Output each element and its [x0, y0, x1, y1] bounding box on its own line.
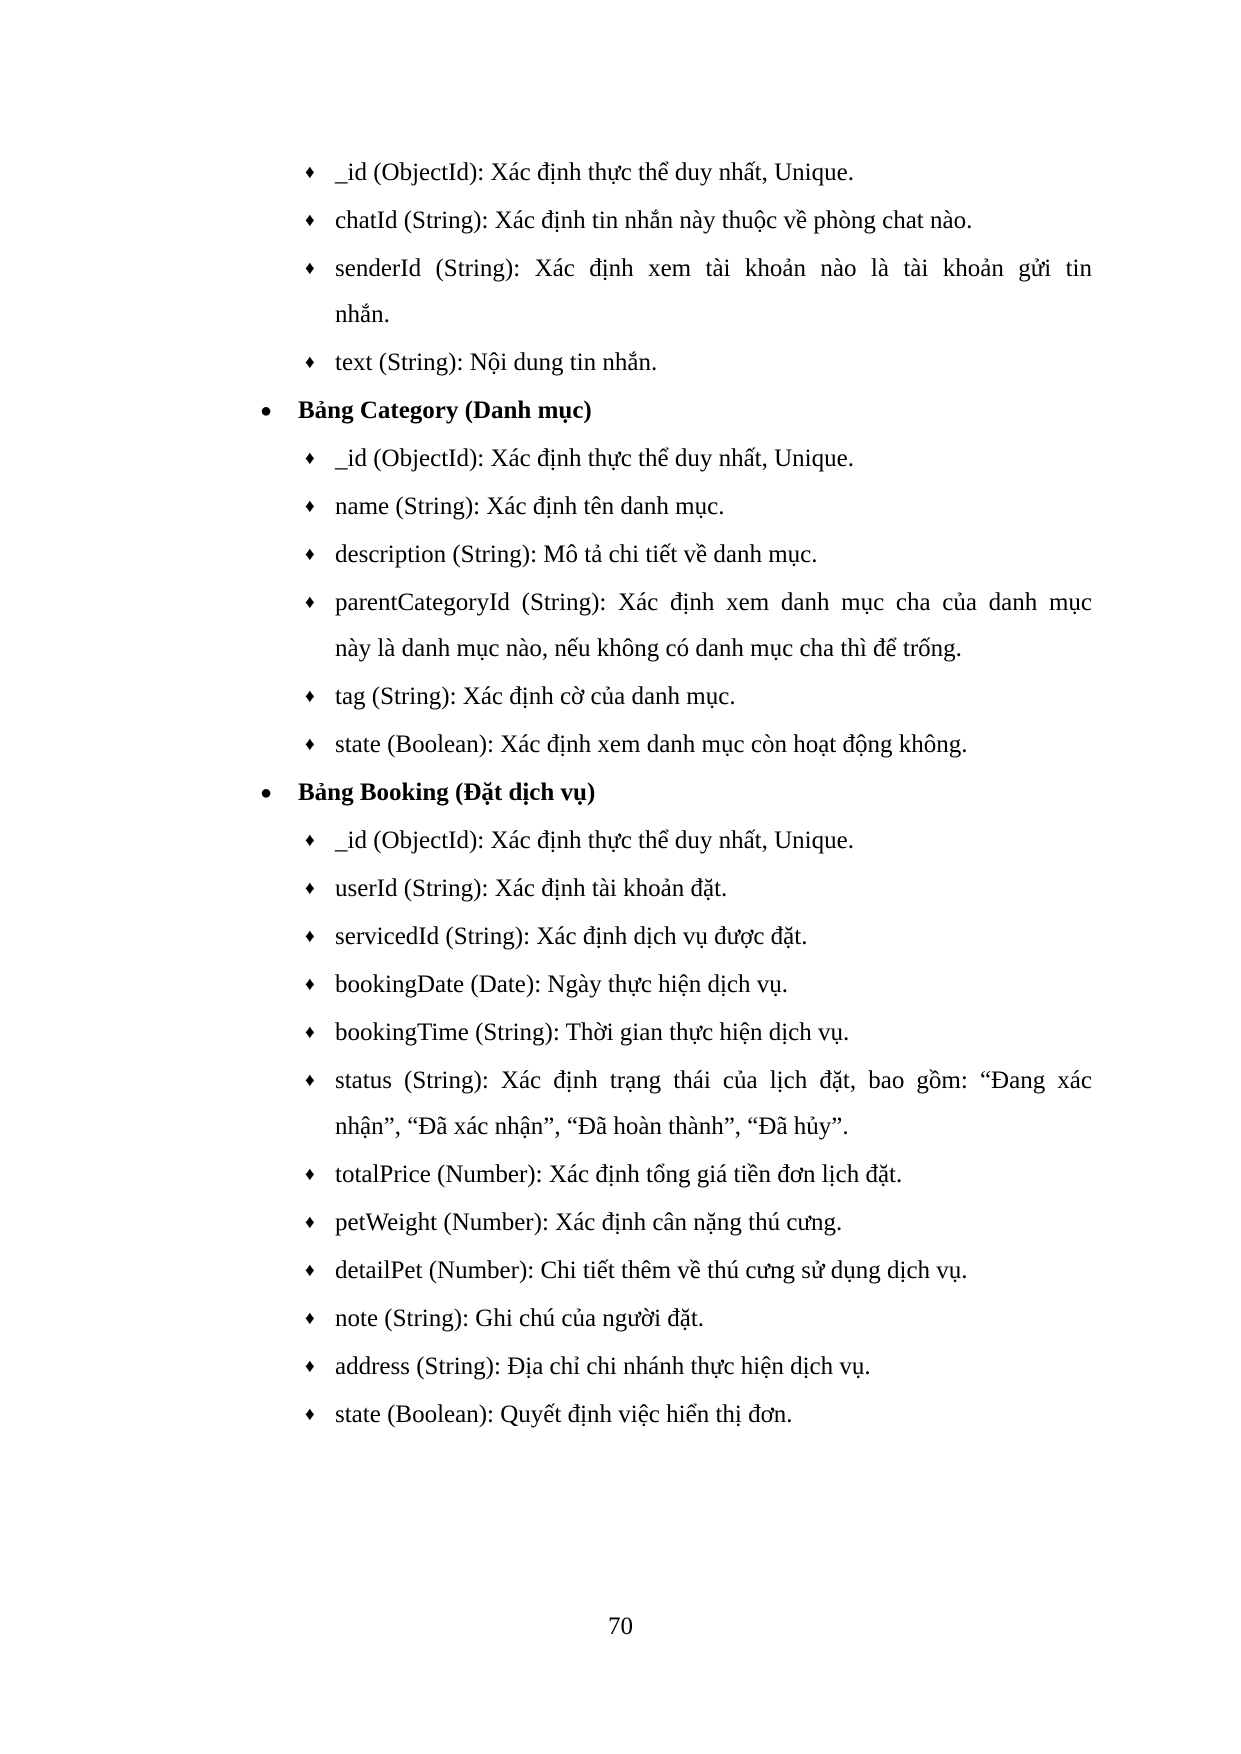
item-text: chatId (String): Xác định tin nhắn này thuộc về phòng chat nào. [335, 207, 973, 234]
list-item [305, 1058, 1092, 1150]
diamond-bullet-icon: ♦ [305, 1212, 315, 1233]
diamond-bullet-icon: ♦ [305, 1164, 315, 1185]
section-heading-text: Bảng Booking (Đặt dịch vụ) [298, 779, 596, 806]
diamond-bullet-icon: ♦ [305, 162, 315, 183]
list-item [305, 818, 1092, 864]
list-item [305, 484, 1092, 530]
diamond-bullet-icon: ♦ [305, 592, 315, 613]
diamond-bullet-icon: ♦ [305, 734, 315, 755]
item-text: state (Boolean): Xác định xem danh mục còn hoạt động không. [335, 731, 968, 758]
item-text: bookingTime (String): Thời gian thực hiện dịch vụ. [335, 1019, 850, 1046]
diamond-bullet-icon: ♦ [305, 210, 315, 231]
list-item [305, 1392, 1092, 1438]
item-text-line: nhận”, “Đã xác nhận”, “Đã hoàn thành”, “Đã hủy”. [335, 1113, 849, 1140]
item-text: detailPet (Number): Chi tiết thêm về thú cưng sử dụng dịch vụ. [335, 1257, 968, 1284]
diamond-bullet-icon: ♦ [305, 878, 315, 899]
list-item [305, 198, 1092, 244]
item-text: userId (String): Xác định tài khoản đặt. [335, 875, 728, 902]
item-text: totalPrice (Number): Xác định tổng giá tiền đơn lịch đặt. [335, 1161, 903, 1188]
list-item [305, 1296, 1092, 1342]
list-item [305, 580, 1092, 672]
diamond-bullet-icon: ♦ [305, 352, 315, 373]
item-text: address (String): Địa chỉ chi nhánh thực hiện dịch vụ. [335, 1353, 871, 1380]
round-bullet-icon: ● [260, 400, 273, 422]
list-item [305, 340, 1092, 386]
diamond-bullet-icon: ♦ [305, 1022, 315, 1043]
diamond-bullet-icon: ♦ [305, 686, 315, 707]
item-text: name (String): Xác định tên danh mục. [335, 493, 725, 520]
item-text-line: parentCategoryId (String): Xác định xem danh mục cha của danh mục [335, 589, 1092, 616]
item-text: state (Boolean): Quyết định việc hiển thị đơn. [335, 1401, 793, 1428]
item-text: text (String): Nội dung tin nhắn. [335, 349, 658, 376]
diamond-bullet-icon: ♦ [305, 926, 315, 947]
item-text: servicedId (String): Xác định dịch vụ được đặt. [335, 923, 808, 950]
diamond-bullet-icon: ♦ [305, 448, 315, 469]
diamond-bullet-icon: ♦ [305, 258, 315, 279]
list-item [305, 1248, 1092, 1294]
item-text: note (String): Ghi chú của người đặt. [335, 1305, 705, 1332]
item-text-line: status (String): Xác định trạng thái của lịch đặt, bao gồm: “Đang xác [335, 1067, 1092, 1094]
list-item [305, 866, 1092, 912]
item-text: tag (String): Xác định cờ của danh mục. [335, 683, 736, 710]
list-item [305, 436, 1092, 482]
item-text: description (String): Mô tả chi tiết về danh mục. [335, 541, 818, 568]
section-heading-booking [260, 770, 1241, 816]
page-number: 70 [608, 1613, 633, 1640]
section-heading-text: Bảng Category (Danh mục) [298, 397, 592, 424]
list-item [305, 532, 1092, 578]
diamond-bullet-icon: ♦ [305, 1308, 315, 1329]
item-text-line: senderId (String): Xác định xem tài khoản nào là tài khoản gửi tin [335, 255, 1092, 282]
list-item [305, 914, 1092, 960]
item-text: _id (ObjectId): Xác định thực thể duy nhất, Unique. [335, 445, 854, 472]
section-heading-category [260, 388, 1241, 434]
item-text: _id (ObjectId): Xác định thực thể duy nhất, Unique. [335, 159, 854, 186]
list-item [305, 1152, 1092, 1198]
list-item [305, 1010, 1092, 1056]
diamond-bullet-icon: ♦ [305, 974, 315, 995]
item-text-line: nhắn. [335, 301, 390, 328]
round-bullet-icon: ● [260, 782, 273, 804]
item-text: petWeight (Number): Xác định cân nặng thú cưng. [335, 1209, 843, 1236]
list-item [305, 1344, 1092, 1390]
diamond-bullet-icon: ♦ [305, 496, 315, 517]
diamond-bullet-icon: ♦ [305, 1356, 315, 1377]
list-item [305, 722, 1092, 768]
list-item [305, 150, 1092, 196]
list-item [305, 1200, 1092, 1246]
diamond-bullet-icon: ♦ [305, 1260, 315, 1281]
diamond-bullet-icon: ♦ [305, 1404, 315, 1425]
page-content [0, 150, 1241, 1440]
item-text-line: này là danh mục nào, nếu không có danh mục cha thì để trống. [335, 635, 962, 662]
list-item [305, 246, 1092, 338]
list-item [305, 674, 1092, 720]
item-text: bookingDate (Date): Ngày thực hiện dịch vụ. [335, 971, 789, 998]
diamond-bullet-icon: ♦ [305, 1070, 315, 1091]
diamond-bullet-icon: ♦ [305, 544, 315, 565]
list-item [305, 962, 1092, 1008]
item-text: _id (ObjectId): Xác định thực thể duy nhất, Unique. [335, 827, 854, 854]
diamond-bullet-icon: ♦ [305, 830, 315, 851]
